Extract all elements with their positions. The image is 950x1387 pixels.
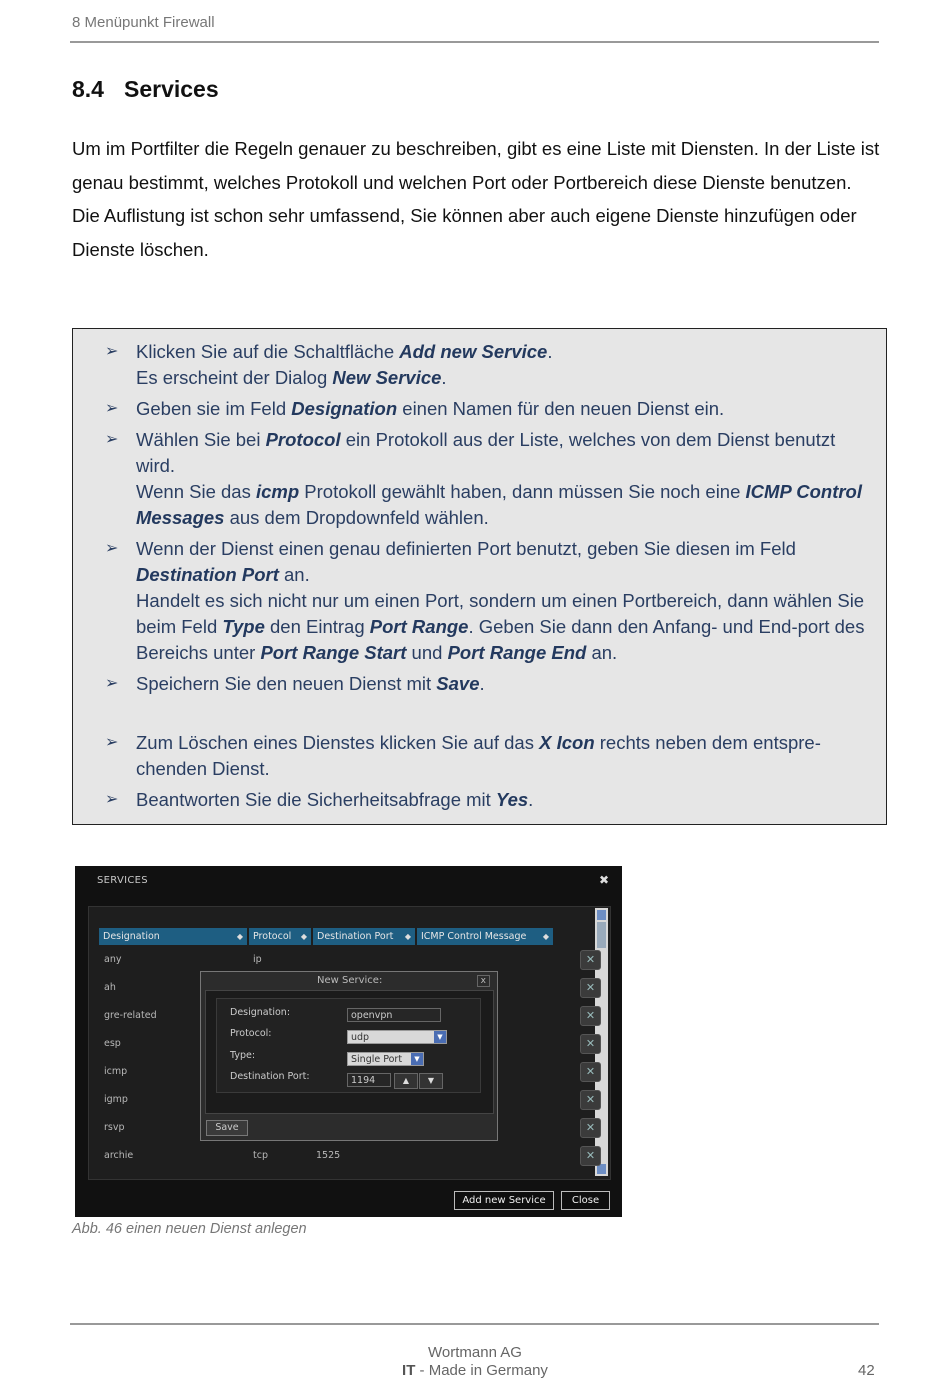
cell-designation: any [104,954,122,965]
instruction-text: Zum Löschen eines Dienstes klicken Sie auf das [136,732,540,753]
footer-tagline [0,1362,950,1379]
port-down-icon[interactable]: ▼ [419,1073,443,1089]
column-header-protocol[interactable] [249,928,311,945]
arrow-bullet-icon: ➢ [105,431,119,448]
type-select[interactable] [347,1052,424,1066]
protocol-value: udp [351,1032,370,1043]
column-header-icmp-control-message[interactable] [417,928,553,945]
cell-protocol: tcp [253,1150,268,1161]
instruction-list [73,339,886,818]
column-header-destination-port[interactable] [313,928,415,945]
delete-x-icon[interactable]: ✕ [580,1090,601,1110]
instruction-item [73,427,886,531]
delete-x-icon[interactable]: ✕ [580,1146,601,1166]
scroll-thumb[interactable] [597,922,606,948]
instruction-text: Handelt es sich nicht nur um einen Port, sondern um einen Portbereich, dann wählen Sie beim Feld [136,590,865,637]
instruction-box [72,328,887,825]
ui-term: ICMP Control Messages [136,481,862,528]
ui-term: icmp [255,481,300,502]
instruction-text: . [547,341,553,362]
new-service-dialog [200,971,498,1141]
arrow-bullet-icon: ➢ [105,675,119,692]
figure-caption: Abb. 46 einen neuen Dienst anlegen [72,1221,307,1237]
column-label: Designation [103,931,160,942]
intro-text [72,132,892,266]
instruction-text: an. [278,564,310,585]
cell-designation: esp [104,1038,121,1049]
column-header-designation[interactable] [99,928,247,945]
table-row [99,1142,596,1170]
designation-field[interactable]: openvpn [347,1008,441,1022]
designation-label: Designation: [230,1007,291,1018]
protocol-select[interactable] [347,1030,447,1044]
running-header: 8 Menüpunkt Firewall [72,14,215,31]
delete-x-icon[interactable]: ✕ [580,950,601,970]
instruction-text: Protokoll gewählt haben, dann müssen Sie noch eine [299,481,746,502]
chevron-down-icon: ▼ [434,1031,446,1043]
cell-designation: rsvp [104,1122,125,1133]
ui-term: Port Range [369,616,469,637]
save-button[interactable]: Save [206,1120,248,1136]
port-up-icon[interactable]: ▲ [394,1073,418,1089]
cell-protocol: ip [253,954,262,965]
ui-term: New Service [332,367,442,388]
arrow-bullet-icon: ➢ [105,791,119,808]
sort-icon: ◆ [404,932,411,941]
protocol-label: Protocol: [230,1028,272,1039]
delete-x-icon[interactable]: ✕ [580,1034,601,1054]
instruction-text: ein Protokoll aus der Liste, welches von dem Dienst benutzt wird. [136,429,836,476]
ui-term: Protocol [265,429,341,450]
destination-port-field[interactable]: 1194 [347,1073,391,1087]
delete-x-icon[interactable]: ✕ [580,978,601,998]
instruction-text: Speichern Sie den neuen Dienst mit [136,673,437,694]
instruction-text: aus dem Dropdownfeld wählen. [224,507,489,528]
column-label: ICMP Control Message [421,931,527,942]
services-screenshot [75,866,622,1217]
instruction-text: . [479,673,485,694]
cell-designation: gre-related [104,1010,157,1021]
footer-divider [70,1323,879,1325]
close-button[interactable]: Close [561,1191,610,1210]
delete-x-icon[interactable]: ✕ [580,1062,601,1082]
intro-paragraph-2: Die Auflistung ist schon sehr umfassend, Sie können aber auch eigene Dienste hinzufügen oder Dienste löschen. [72,205,857,260]
arrow-bullet-icon: ➢ [105,343,119,360]
instruction-text: . [528,789,534,810]
dialog-fieldset [216,998,481,1093]
section-number: 8.4 [72,76,104,102]
instruction-text: Wenn Sie das [136,481,256,502]
dialog-title: New Service: [317,975,383,986]
sort-icon: ◆ [542,932,549,941]
instruction-text: an. [586,642,618,663]
footer-company: Wortmann AG [428,1344,522,1361]
instruction-text: Wenn der Dienst einen genau definierten Port benutzt, geben Sie diesen im Feld [136,538,796,559]
arrow-bullet-icon: ➢ [105,540,119,557]
instruction-text: Beantworten Sie die Sicherheitsabfrage mit [136,789,496,810]
ui-term: Type [222,616,265,637]
sort-icon: ◆ [236,932,243,941]
ui-term: Add new Service [399,341,548,362]
ui-term: Port Range End [447,642,587,663]
cell-designation: ah [104,982,116,993]
instruction-text: Wählen Sie bei [136,429,266,450]
instruction-item [73,396,886,422]
instruction-item [73,730,886,782]
ui-term: Yes [495,789,529,810]
type-value: Single Port [351,1054,403,1065]
instruction-text: . [441,367,447,388]
cell-port: 1525 [316,1150,341,1161]
instruction-text: einen Namen für den neuen Dienst ein. [397,398,725,419]
instruction-text: . Geben Sie dann den Anfang- und End-port des Bereichs unter [136,616,865,663]
section-title: Services [123,76,219,102]
instruction-text: rechts neben dem entspre-chenden Dienst. [136,732,821,779]
cell-designation: archie [104,1150,134,1161]
intro-paragraph-1: Um im Portfilter die Regeln genauer zu beschreiben, gibt es eine Liste mit Diensten. In der Liste ist genau bestimmt, welches Protokoll und welchen Port oder Portbereich diese Dienste benutzen. [72,138,880,193]
ui-term: X Icon [539,732,595,753]
ui-term: Destination Port [136,564,279,585]
close-icon[interactable]: ✖ [598,873,609,887]
instruction-text: Es erscheint der Dialog [136,367,333,388]
dialog-close-icon[interactable]: x [477,975,490,987]
footer-tagline-bold: IT [402,1362,416,1379]
ui-term: Port Range Start [260,642,407,663]
scroll-up-icon[interactable] [597,910,606,920]
instruction-item [73,671,886,697]
instruction-text: Geben sie im Feld [136,398,292,419]
cell-designation: icmp [104,1066,128,1077]
column-label: Destination Port [317,931,394,942]
instruction-item [73,787,886,813]
chevron-down-icon: ▼ [411,1053,423,1065]
delete-x-icon[interactable]: ✕ [580,1118,601,1138]
destination-port-label: Destination Port: [230,1071,310,1082]
column-label: Protocol [253,931,292,942]
type-label: Type: [230,1050,256,1061]
window-title: SERVICES [97,875,148,886]
add-new-service-button[interactable]: Add new Service [454,1191,554,1210]
instruction-text: den Eintrag [264,616,370,637]
ui-term: Designation [291,398,398,419]
section-heading [72,76,219,103]
sort-icon: ◆ [300,932,307,941]
table-row [99,946,596,974]
instruction-text: und [406,642,448,663]
instruction-item [73,536,886,666]
instruction-text: Klicken Sie auf die Schaltfläche [136,341,400,362]
ui-term: Save [436,673,480,694]
arrow-bullet-icon: ➢ [105,734,119,751]
instruction-item [73,339,886,391]
footer-tagline-rest: - Made in Germany [415,1362,548,1379]
page-number: 42 [858,1362,875,1379]
cell-designation: igmp [104,1094,128,1105]
dialog-body [205,990,494,1114]
header-divider [70,41,879,43]
delete-x-icon[interactable]: ✕ [580,1006,601,1026]
arrow-bullet-icon: ➢ [105,400,119,417]
